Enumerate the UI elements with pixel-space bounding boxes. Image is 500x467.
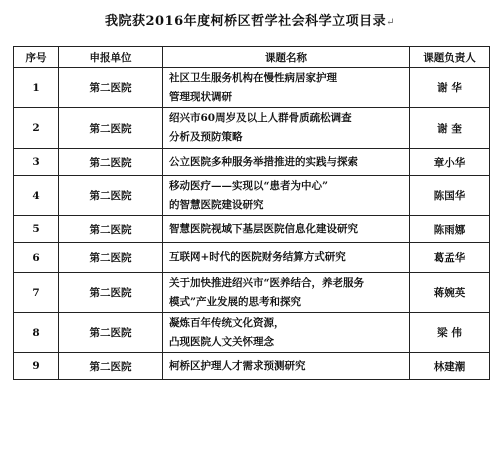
cell-num: 5 <box>14 216 59 243</box>
cell-unit: 第二医院 <box>59 149 163 176</box>
cell-num: 4 <box>14 176 59 216</box>
cell-name-line: 分析及预防策略 <box>169 131 243 143</box>
table-row <box>14 313 490 353</box>
cell-name-line: 智慧医院视域下基层医院信息化建设研究 <box>169 222 358 235</box>
cell-name-line: 绍兴市60周岁及以上人群骨质疏松调查 <box>169 112 352 124</box>
cell-name <box>163 108 410 149</box>
table-row <box>14 353 490 380</box>
table-row <box>14 216 490 243</box>
cell-name <box>163 273 410 313</box>
cell-lead: 梁 伟 <box>410 313 490 353</box>
cell-lead: 陈国华 <box>410 176 490 216</box>
cell-unit: 第二医院 <box>59 176 163 216</box>
cell-num: 7 <box>14 273 59 313</box>
document-title <box>0 10 500 29</box>
header-lead: 课题负责人 <box>410 47 490 68</box>
cell-name-line: 模式”产业发展的思考和探究 <box>169 295 302 308</box>
table-row <box>14 108 490 149</box>
cell-lead: 陈雨娜 <box>410 216 490 243</box>
cell-name-line: 互联网+时代的医院财务结算方式研究 <box>169 251 346 263</box>
table-row <box>14 273 490 313</box>
cell-unit: 第二医院 <box>59 313 163 353</box>
cell-unit: 第二医院 <box>59 216 163 243</box>
header-num: 序号 <box>14 47 59 68</box>
table-row <box>14 68 490 108</box>
cell-name-line: 凝炼百年传统文化资源， <box>169 316 285 329</box>
table-row <box>14 176 490 216</box>
cell-lead: 谢 华 <box>410 68 490 108</box>
header-unit: 申报单位 <box>59 47 163 68</box>
cell-name <box>163 149 410 176</box>
cell-num: 6 <box>14 243 59 273</box>
cell-name <box>163 176 410 216</box>
cell-num: 8 <box>14 313 59 353</box>
cell-name-line: 社区卫生服务机构在慢性病居家护理 <box>169 71 337 84</box>
cell-name-line: 管理现状调研 <box>169 90 232 103</box>
cell-num: 2 <box>14 108 59 149</box>
cell-unit: 第二医院 <box>59 273 163 313</box>
cell-num: 1 <box>14 68 59 108</box>
cell-name <box>163 68 410 108</box>
table-header-row <box>14 47 490 68</box>
cell-unit: 第二医院 <box>59 68 163 108</box>
cell-name <box>163 313 410 353</box>
paragraph-mark-icon: ↵ <box>386 17 396 28</box>
cell-lead: 蒋婉英 <box>410 273 490 313</box>
header-name: 课题名称 <box>163 47 410 68</box>
cell-num: 3 <box>14 149 59 176</box>
cell-lead: 林建潮 <box>410 353 490 380</box>
cell-unit: 第二医院 <box>59 243 163 273</box>
cell-name-line: 凸现医院人文关怀理念 <box>169 335 274 348</box>
cell-lead: 葛孟华 <box>410 243 490 273</box>
cell-name <box>163 353 410 380</box>
document-title-text: 我院获2016年度柯桥区哲学社会科学立项目录 <box>104 14 387 29</box>
cell-name-line: 公立医院多种服务举措推进的实践与探索 <box>169 155 358 168</box>
cell-unit: 第二医院 <box>59 353 163 380</box>
table-row <box>14 243 490 273</box>
cell-name-line: 的智慧医院建设研究 <box>169 198 264 211</box>
cell-unit: 第二医院 <box>59 108 163 149</box>
cell-name <box>163 216 410 243</box>
cell-name <box>163 243 410 273</box>
cell-num: 9 <box>14 353 59 380</box>
cell-name-line: 移动医疗——实现以“患者为中心” <box>169 179 329 192</box>
cell-lead: 谢 奎 <box>410 108 490 149</box>
table-body <box>14 68 490 380</box>
table-row <box>14 149 490 176</box>
project-table <box>13 46 490 380</box>
cell-name-line: 柯桥区护理人才需求预测研究 <box>169 359 306 372</box>
cell-lead: 章小华 <box>410 149 490 176</box>
cell-name-line: 关于加快推进绍兴市“医养结合，养老服务 <box>169 276 365 289</box>
